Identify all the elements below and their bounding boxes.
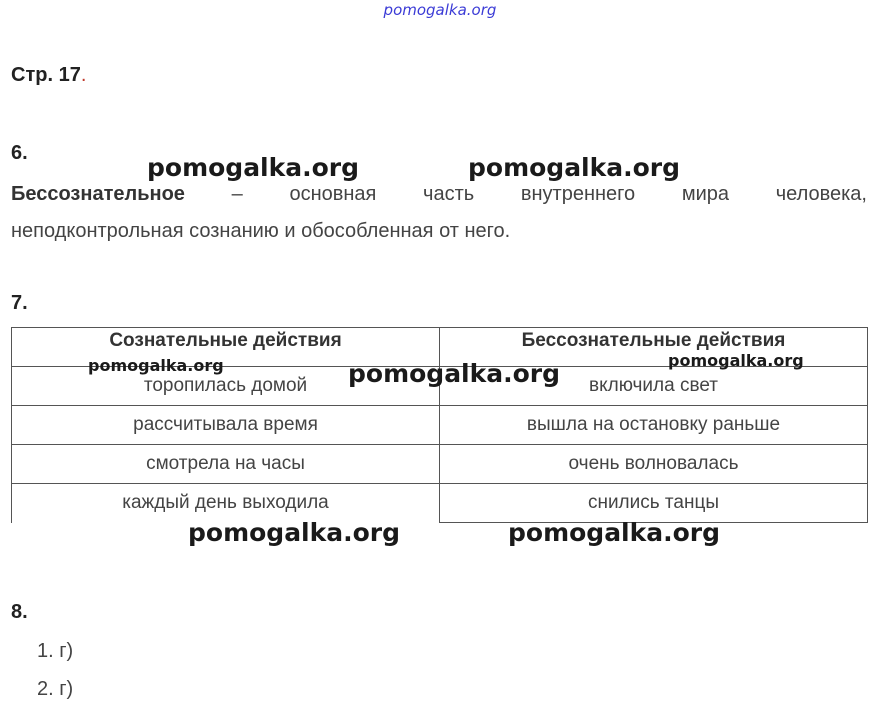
table-cell: торопилась домой (12, 367, 440, 406)
table-cell: рассчитывала время (12, 406, 440, 445)
table-row (12, 445, 868, 484)
table-cell: вышла на остановку раньше (440, 406, 868, 445)
watermark: pomogalka.org (468, 153, 681, 182)
table-cell: смотрела на часы (12, 445, 440, 484)
question-8-number: 8. (11, 601, 28, 623)
definition-text-1: – основная часть внутреннего мира человека, (184, 183, 867, 205)
table-row (12, 484, 868, 523)
question-6-number: 6. (11, 142, 28, 164)
table-cell: каждый день выходила (12, 484, 440, 523)
table-row (12, 406, 868, 445)
table-cell: снились танцы (440, 484, 868, 523)
table-header-conscious: Сознательные действия (12, 328, 440, 367)
watermark: pomogalka.org (668, 351, 804, 370)
definition-term: Бессознательное (11, 183, 185, 205)
answer-item: 1. г) (37, 640, 74, 662)
watermark: pomogalka.org (508, 518, 721, 547)
page-number (11, 64, 86, 87)
table-header-unconscious: Бессознательные действия (440, 328, 868, 367)
question-7-number: 7. (11, 292, 28, 314)
watermark: pomogalka.org (188, 518, 401, 547)
definition-line-2: неподконтрольная сознанию и обособленная от него. (11, 220, 511, 242)
definition-line-1 (11, 176, 867, 213)
site-header[interactable]: pomogalka.org (383, 1, 497, 19)
page-number-dot: . (80, 64, 87, 86)
table-cell: очень волновалась (440, 445, 868, 484)
watermark: pomogalka.org (348, 359, 561, 388)
table-cell: включила свет (440, 367, 868, 406)
watermark: pomogalka.org (88, 356, 224, 375)
page-number-text: Стр. 17 (11, 64, 81, 86)
answer-item: 2. г) (37, 678, 74, 700)
watermark: pomogalka.org (147, 153, 360, 182)
question-6-definition (11, 176, 867, 250)
